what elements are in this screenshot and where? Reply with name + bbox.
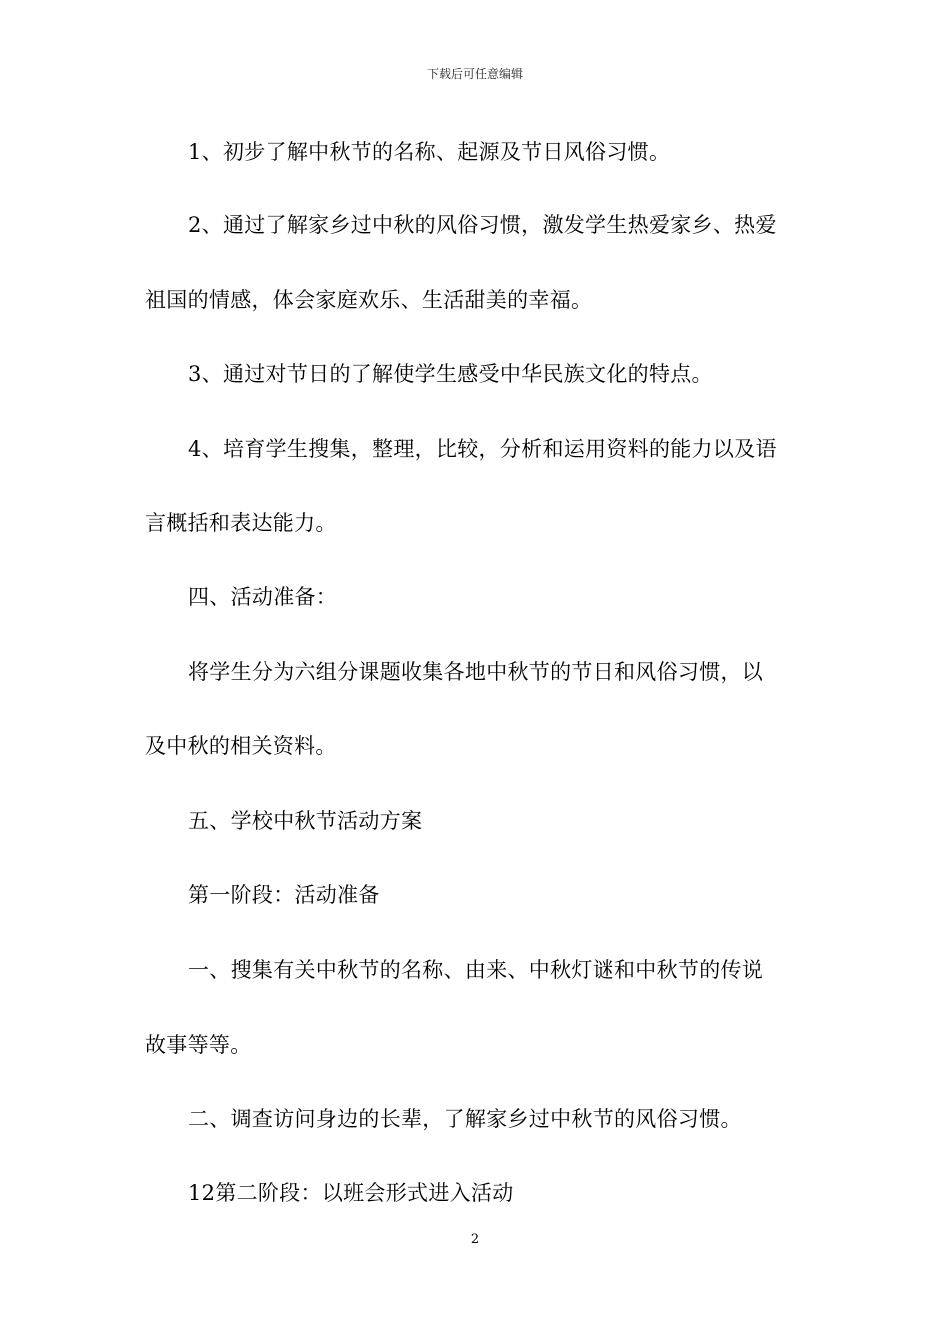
objective-1: 1、初步了解中秋节的名称、起源及节日风俗习惯。 — [188, 140, 671, 164]
preparation-line-1: 将学生分为六组分课题收集各地中秋节的节日和风俗习惯，以 — [188, 660, 764, 684]
page-header: 下载后可任意编辑 — [426, 67, 523, 81]
stage-1-heading: 第一阶段：活动准备 — [188, 883, 380, 907]
objective-4-line-1: 4、培育学生搜集，整理，比较，分析和运用资料的能力以及语 — [188, 437, 777, 461]
section-heading-plan: 五、学校中秋节活动方案 — [188, 809, 423, 833]
objective-2-line-2: 祖国的情感，体会家庭欢乐、生活甜美的幸福。 — [145, 288, 593, 312]
stage-1-item-2: 二、调查访问身边的长辈，了解家乡过中秋节的风俗习惯。 — [188, 1107, 742, 1131]
preparation-line-2: 及中秋的相关资料。 — [145, 734, 337, 758]
objective-4-line-2: 言概括和表达能力。 — [145, 511, 337, 535]
section-heading-preparation: 四、活动准备： — [188, 585, 338, 609]
stage-2-heading: 12第二阶段：以班会形式进入活动 — [188, 1181, 514, 1205]
stage-1-item-1-line-2: 故事等等。 — [145, 1033, 252, 1057]
page-number: 2 — [470, 1232, 480, 1247]
objective-2-line-1: 2、通过了解家乡过中秋的风俗习惯，激发学生热爱家乡、热爱 — [188, 213, 777, 237]
objective-3: 3、通过对节日的了解使学生感受中华民族文化的特点。 — [188, 362, 713, 386]
stage-1-item-1-line-1: 一、搜集有关中秋节的名称、由来、中秋灯谜和中秋节的传说 — [188, 958, 764, 982]
